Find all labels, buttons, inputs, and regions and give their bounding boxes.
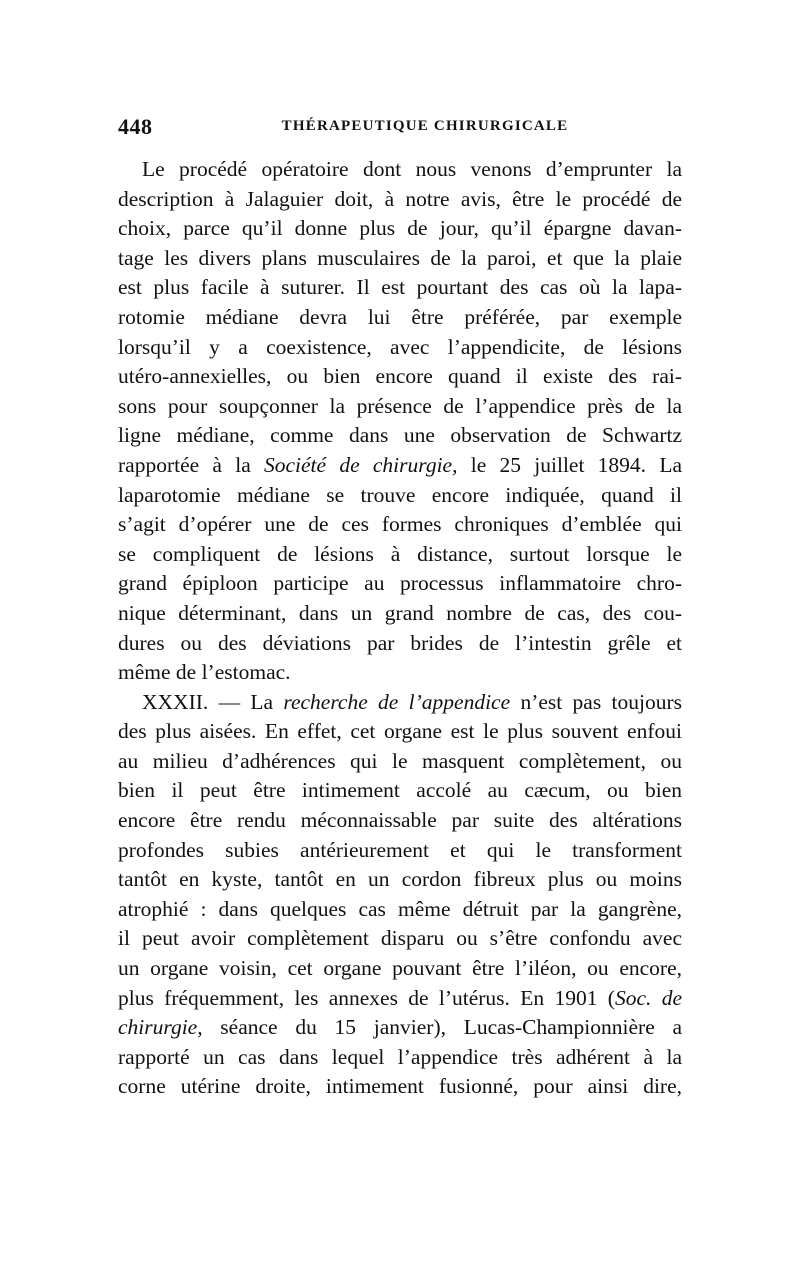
text-fragment: XXXII. — La	[142, 689, 284, 714]
text-line: lorsqu’il y a coexistence, avec l’appendicite, de lésions	[118, 334, 682, 359]
text-line: au milieu d’adhérences qui le masquent complètement, ou	[118, 748, 682, 773]
text-line: choix, parce qu’il donne plus de jour, qu’il épargne davan-	[118, 216, 682, 241]
page-number: 448	[118, 114, 153, 139]
body-text	[118, 155, 682, 1102]
text-line: profondes subies antérieurement et qui le transforment	[118, 837, 682, 862]
italic-reference: Société de chirurgie,	[264, 452, 458, 477]
text-line: tage les divers plans musculaires de la paroi, et que la plaie	[118, 245, 682, 270]
text-line: se compliquent de lésions à distance, surtout lorsque le	[118, 541, 682, 566]
page-header	[118, 114, 682, 144]
text-line: Le procédé opératoire dont nous venons d’emprunter la	[142, 157, 682, 181]
text-line: est plus facile à suturer. Il est pourtant des cas où la lapa-	[118, 275, 682, 300]
text-line: s’agit d’opérer une de ces formes chroniques d’emblée qui	[118, 512, 682, 537]
text-fragment: séance du 15 janvier), Lucas-Championnière a	[202, 1015, 682, 1040]
text-line	[118, 451, 682, 481]
text-line: même de l’estomac.	[118, 660, 291, 685]
text-line: atrophié : dans quelques cas même détruit par la gangrène,	[118, 896, 682, 921]
text-line: il peut avoir complètement disparu ou s’être confondu avec	[118, 926, 682, 951]
text-line: dures ou des déviations par brides de l’intestin grêle et	[118, 630, 682, 655]
text-line: tantôt en kyste, tantôt en un cordon fibreux plus ou moins	[118, 867, 682, 892]
italic-heading: recherche de l’appendice	[283, 689, 511, 714]
text-fragment: plus fréquemment, les annexes de l’utérus. En 1901 (	[118, 985, 615, 1010]
text-line: bien il peut être intimement accolé au cæcum, ou bien	[118, 778, 682, 803]
text-line: corne utérine droite, intimement fusionné, pour ainsi dire,	[118, 1074, 682, 1099]
text-line	[118, 984, 682, 1014]
text-line: laparotomie médiane se trouve encore indiquée, quand il	[118, 482, 682, 507]
text-line	[118, 1013, 682, 1043]
text-line: ligne médiane, comme dans une observation de Schwartz	[118, 423, 682, 448]
text-fragment: le 25 juillet 1894. La	[457, 452, 682, 477]
text-line: rotomie médiane devra lui être préférée, par exemple	[118, 304, 682, 329]
text-line: un organe voisin, cet organe pouvant être l’iléon, ou encore,	[118, 956, 682, 981]
text-line: encore être rendu méconnaissable par suite des altérations	[118, 808, 682, 833]
italic-reference: Soc. de	[614, 985, 682, 1010]
text-line: sons pour soupçonner la présence de l’appendice près de la	[118, 393, 682, 418]
text-line: rapporté un cas dans lequel l’appendice très adhérent à la	[118, 1044, 682, 1069]
text-line: nique déterminant, dans un grand nombre de cas, des cou-	[118, 600, 682, 625]
text-line: description à Jalaguier doit, à notre avis, être le procédé de	[118, 186, 682, 211]
running-title: THÉRAPEUTIQUE CHIRURGICALE	[281, 118, 569, 134]
italic-reference: chirurgie,	[118, 1015, 203, 1040]
text-fragment: n’est pas toujours	[510, 689, 682, 714]
text-line: des plus aisées. En effet, cet organe est le plus souvent enfoui	[118, 719, 682, 744]
section-heading-line	[118, 688, 682, 718]
text-fragment: rapportée à la	[118, 452, 264, 477]
text-line: grand épiploon participe au processus inflammatoire chro-	[118, 571, 682, 596]
text-line: utéro-annexielles, ou bien encore quand il existe des rai-	[118, 364, 682, 389]
